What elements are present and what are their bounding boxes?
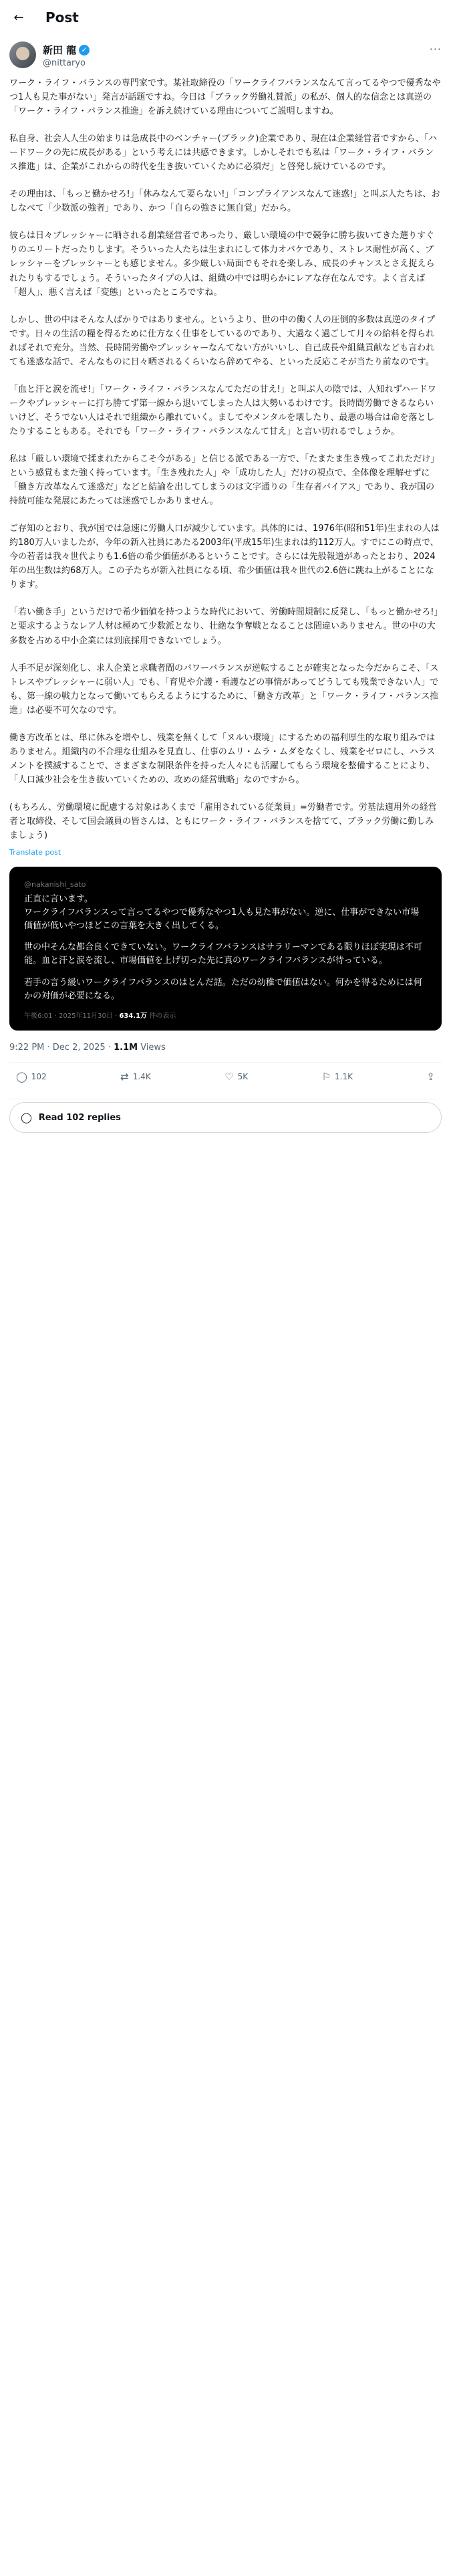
post-paragraph: 私は「厳しい環境で揉まれたからこそ今がある」と信じる派である一方で、「たまたま生き残ってこれただけ」という感覚もまた強く持っています。「生き残れた人」や「成功した人」だけの視点で、全体像を理解せずに「働き方改革なんて迷惑だ」などと結論を出してしまうのは文字通りの「生存者バイアス」であり、我が国の持続可能な発展にあたっては迷惑でしかありません。	[9, 453, 440, 507]
post-paragraph: ご存知のとおり、我が国では急速に労働人口が減少しています。具体的には、1976年(昭和51年)生まれの人は約180万人いましたが、今年の新入社員にあたる2003年(平成15年)生まれは約112万人。すでにこの時点で、今の若者は我々世代よりも1.6倍の希少価値があるということです。さらには先般報道があったとおり、2024年の出生数は約68万人。この子たちが新入社員になる頃、希少価値は我々世代の2.6倍に跳ね上がることになります。	[9, 524, 440, 591]
quoted-author-handle: @nakanishi_sato	[24, 879, 86, 889]
bookmark-button[interactable]	[322, 1071, 353, 1083]
post-meta	[0, 1031, 451, 1053]
quoted-timestamp: 午後6:01 · 2025年11月30日 ·	[24, 1012, 118, 1020]
read-replies-label: Read 102 replies	[38, 1112, 121, 1123]
quoted-post[interactable]	[9, 867, 442, 1031]
post-timestamp[interactable]: 9:22 PM · Dec 2, 2025 ·	[9, 1043, 111, 1053]
action-bar	[0, 1063, 451, 1089]
reply-bubble-icon: ◯	[21, 1111, 32, 1124]
like-button[interactable]	[224, 1071, 248, 1083]
reply-icon: ◯	[16, 1071, 27, 1083]
share-button[interactable]	[426, 1071, 435, 1083]
avatar[interactable]	[9, 41, 36, 68]
post-paragraph: 彼らは日々プレッシャーに晒される創業経営者であったり、厳しい環境の中で競争に勝ち抜いてきた選りすぐりのエリートだったりします。そういった人たちは生まれにして体力オバケであり、ストレス耐性が高く、プレッシャーをプレッシャーとも感じません。多少厳しい局面でもそれを楽しみ、成長のチャンスとさえ捉えられたりもするでしょう。そういったタイプの人は、組織の中では明らかにレアな存在なんです。よく言えば「超人」、悪く言えば「変態」といったところですね。	[9, 231, 435, 298]
bookmark-count: 1.1K	[335, 1072, 353, 1082]
post-paragraph: しかし、世の中はそんな人ばかりではありません。というより、世の中の働く人の圧倒的多数は真逆のタイプです。日々の生活の糧を得るために仕方なく仕事をしているのであり、大過なく過ごして月々の給料を得られればそれで充分。当然、長時間労働やプレッシャーなんてない方がいいし、自己成長や組織貢献なども言われても迷惑な話で、そんなものに日々晒されるくらいなら辞めてやる、といった反応こそが当たり前なのです。	[9, 314, 436, 367]
quoted-paragraph: 世の中そんな都合良くできていない。ワークライフバランスはサラリーマンである限りほぼ実現は不可能。血と汗と涙を流し、市場価値を上げ切った先に真のワークライフバランスが待っている。	[24, 942, 422, 966]
translate-post-link[interactable]: Translate post	[9, 848, 61, 857]
post-paragraph: 私自身、社会人人生の始まりは急成長中のベンチャー(ブラック)企業であり、現在は企業経営者ですから、「ハードワークの先に成長がある」という考えには共感できます。しかしそれでも私は「ワーク・ライフ・バランス推進」は、企業がこれからの時代を生き抜いていくために必須だ」と啓発し続けているのです。	[9, 134, 437, 173]
views-label: Views	[140, 1043, 166, 1053]
page-title: Post	[45, 9, 79, 25]
share-icon: ⇪	[426, 1071, 435, 1083]
verified-badge-icon: ✓	[79, 45, 90, 56]
quoted-views-count: 634.1万	[119, 1012, 148, 1020]
bookmark-icon: ⚐	[321, 1071, 331, 1083]
repost-count: 1.4K	[132, 1072, 151, 1082]
read-replies-button[interactable]	[9, 1102, 442, 1133]
top-bar	[0, 0, 451, 35]
quoted-views-label: 件の表示	[149, 1012, 176, 1020]
back-arrow-icon[interactable]: ←	[13, 10, 24, 25]
author-row	[0, 35, 451, 68]
post-body	[0, 68, 451, 859]
post-paragraph: ワーク・ライフ・バランスの専門家です。某社取締役の「ワークライフバランスなんて言ってるやつで優秀なやつ1人も見た事がない」発言が話題ですね。今日は「ブラック労働礼賛派」の私が、個人的な信念とは真逆の「ワーク・ライフ・バランス推進」を訴え続けている理由についてご説明しますね。	[9, 78, 441, 117]
post-paragraph: 人手不足が深刻化し、求人企業と求職者間のパワーバランスが逆転することが確実となった今だからこそ、「ストレスやプレッシャーに弱い人」でも、「育児や介護・看護などの事情があってどうしても残業できない人」でも、第一線の戦力となって働いてもらえるようにするために、「働き方改革」と「ワーク・ライフ・バランス推進」は必要不可欠なのです。	[9, 663, 439, 716]
repost-icon: ⇄	[120, 1071, 129, 1083]
post-paragraph: その理由は、「もっと働かせろ!」「休みなんて要らない!」「コンプライアンスなんて迷惑!」と叫ぶ人たちは、おしなべて「少数派の強者」であり、かつ「自らの強さに無自覚」だから。	[9, 189, 440, 214]
author-name[interactable]: 新田 龍	[43, 44, 77, 56]
repost-button[interactable]	[120, 1071, 151, 1083]
post-paragraph: (もちろん、労働環境に配慮する対象はあくまで「雇用されている従業員」=労働者です。労基法適用外の経営者と取締役、そして国会議員の皆さんは、ともにワーク・ライフ・バランスを捨てて、ブラック労働に勤しみましょう)	[9, 802, 437, 841]
post-paragraph: 働き方改革とは、単に休みを増やし、残業を無くして「ヌルい環境」にするための福利厚生的な取り組みではありません。組織内の不合理な仕組みを見直し、仕事のムリ・ムラ・ムダをなくし、残業をゼロにし、ハラスメントを撲滅することで、さまざまな制限条件を持った人々にも活躍してもらう環境を整備することにより、「人口減少社会を生き抜いていくための、攻めの経営戦略」なのですから。	[9, 732, 436, 785]
reply-count: 102	[31, 1072, 47, 1082]
reply-button[interactable]	[16, 1071, 47, 1083]
quoted-paragraph: 正直に言います。 ワークライフバランスって言ってるやつで優秀なやつ1人も見た事がない。逆に、仕事ができない市場価値が低いやつほどこの言葉を大きく出してくる。	[24, 893, 420, 932]
like-count: 5K	[237, 1072, 249, 1082]
post-paragraph: 「血と汗と涙を流せ!」「ワーク・ライフ・バランスなんてただの甘え!」と叫ぶ人の陰では、人知れずハードワークやプレッシャーに打ち勝てず第一線から退いてしまった人は大勢いるわけです。長時間労働できるならいいけど、そうでない人はそれで組織から離れていく。ましてやメンタルを壊したり、最悪の場合は命を落としたりすることもある。それでも「ワーク・ライフ・バランスなんて甘え」と言い切れるでしょうか。	[9, 384, 436, 437]
more-options-icon[interactable]: ···	[429, 43, 442, 56]
quoted-meta	[24, 1011, 427, 1022]
heart-icon: ♡	[224, 1071, 234, 1083]
author-handle[interactable]: @nittaryo	[43, 58, 86, 68]
quoted-paragraph: 若手の言う緩いワークライフバランスのはとんだ話。ただの幼稚で価値はない。何かを得るためには何かの対価が必要になる。	[24, 977, 422, 1001]
author-meta	[43, 41, 90, 68]
views-count: 1.1M	[114, 1043, 138, 1053]
post-paragraph: 「若い働き手」というだけで希少価値を持つような時代において、労働時間規制に反発し、「もっと働かせろ!」と要求するようなレア人材は極めて少数派となり、壮絶な争奪戦となることは間違いありません。世の中の大多数を占める中小企業には到底採用できないでしょう。	[9, 607, 438, 646]
